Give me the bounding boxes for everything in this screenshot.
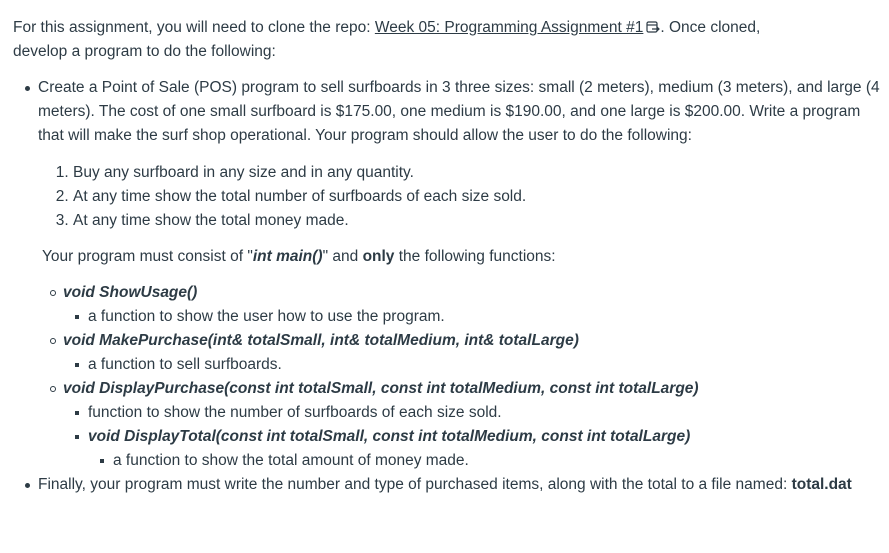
must-after: the following functions: [394, 248, 556, 265]
function-desc-list [63, 401, 883, 473]
requirement-file-text: Finally, your program must write the number and type of purchased items, along with the total to a file named: [38, 476, 792, 493]
function-desc-list [63, 353, 883, 377]
step-item: 3. At any time show the total money made. [73, 209, 883, 233]
repo-link[interactable]: Week 05: Programming Assignment #1 [374, 19, 644, 36]
function-make-purchase [63, 329, 883, 377]
function-desc-list [63, 305, 883, 329]
assignment-content [13, 16, 883, 497]
function-signature: void DisplayPurchase(const int totalSmall, const int totalMedium, const int totalLarge) [63, 380, 699, 397]
function-description: a function to sell surfboards. [88, 353, 883, 377]
requirement-pos [38, 76, 883, 473]
function-signature: void ShowUsage() [63, 284, 198, 301]
function-display-total [88, 425, 883, 473]
output-filename: total.dat [791, 476, 852, 493]
function-description: a function to show the total amount of money made. [113, 449, 883, 473]
step-item: 2. At any time show the total number of surfboards of each size sold. [73, 185, 883, 209]
functions-list [38, 281, 883, 473]
function-signature: void DisplayTotal(const int totalSmall, const int totalMedium, const int totalLarge) [88, 428, 691, 445]
requirement-pos-text: Create a Point of Sale (POS) program to sell surfboards in 3 three sizes: small (2 meters), medium (3 meters), and large (4 meters). The cost of one small surfboard is $175.00, one medium is $190.00, and one large is $200.00. Write a program that will make the surf shop operational. Your program should allow the user to do the following: [38, 79, 880, 144]
requirements-list [13, 76, 883, 497]
requirement-file-output [38, 473, 883, 497]
function-display-purchase [63, 377, 883, 473]
function-description: function to show the number of surfboards of each size sold. [88, 401, 883, 425]
must-middle: " and [322, 248, 363, 265]
function-desc-list [88, 449, 883, 473]
only-emphasis: only [362, 248, 395, 265]
external-link-icon [646, 21, 660, 33]
main-function-name: int main() [252, 248, 323, 265]
intro-text-before: For this assignment, you will need to clone the repo: [13, 19, 375, 36]
function-signature: void MakePurchase(int& totalSmall, int& totalMedium, int& totalLarge) [63, 332, 579, 349]
intro-text-after: . Once cloned, develop a program to do the following: [13, 19, 761, 60]
function-description: a function to show the user how to use the program. [88, 305, 883, 329]
steps-list [38, 161, 883, 233]
intro-paragraph [13, 16, 783, 64]
must-before: Your program must consist of " [42, 248, 253, 265]
function-show-usage [63, 281, 883, 329]
functions-intro [38, 245, 883, 269]
step-item: 1. Buy any surfboard in any size and in any quantity. [73, 161, 883, 185]
